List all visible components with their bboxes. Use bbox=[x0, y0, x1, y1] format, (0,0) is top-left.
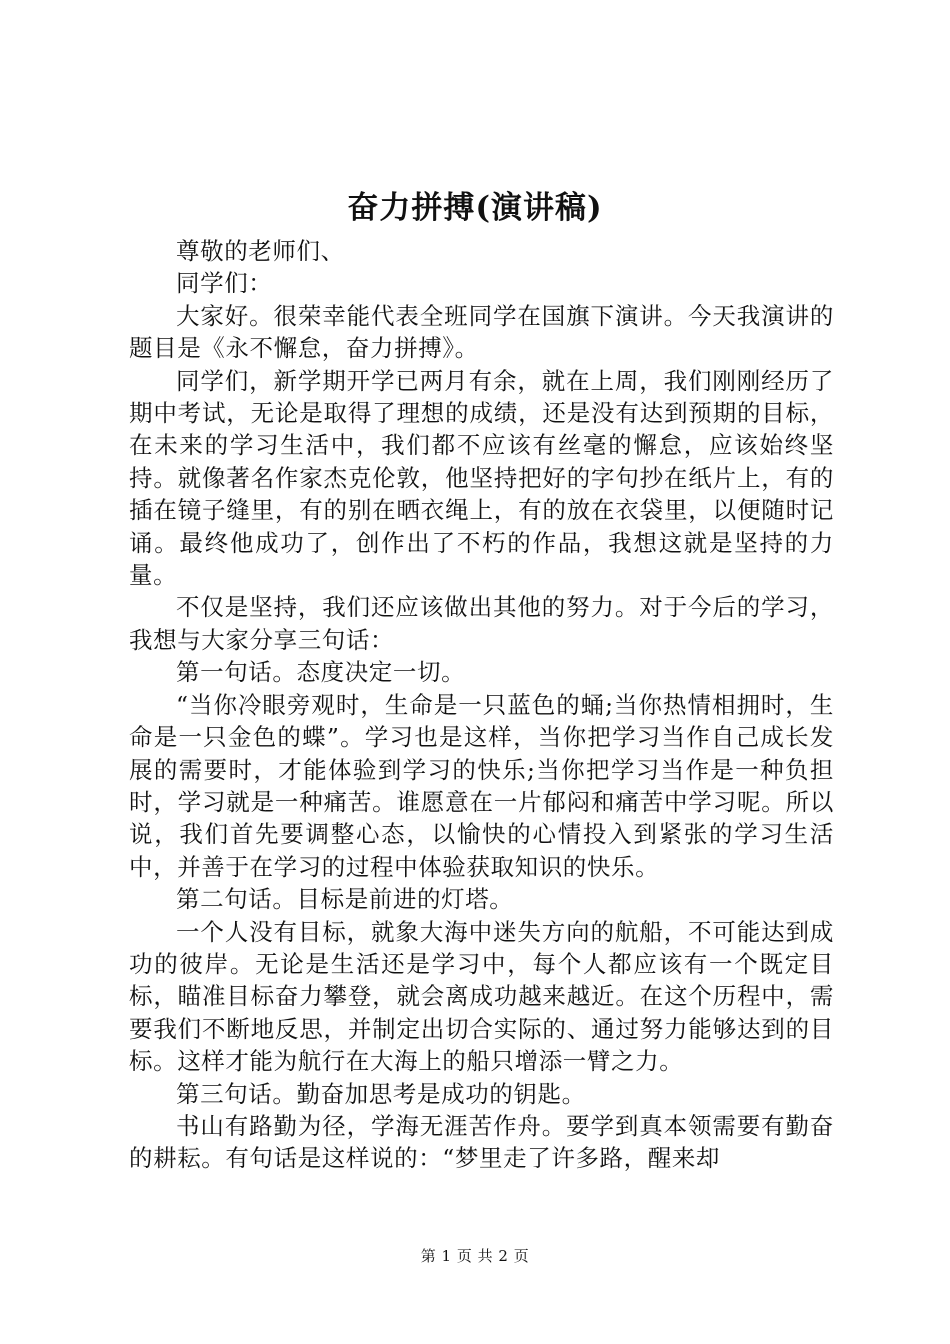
heading-third-sentence: 第三句话。勤奋加思考是成功的钥匙。 bbox=[176, 1079, 586, 1108]
heading-first-sentence: 第一句话。态度决定一切。 bbox=[176, 658, 466, 687]
paragraph-persistence: 同学们，新学期开学已两月有余，就在上周，我们刚刚经历了期中考试，无论是取得了理想的成绩，还是没有达到预期的目标，在未来的学习生活中，我们都不应该有丝毫的懈怠，应该始终坚持。就像著名作家杰克伦敦，他坚持把好的字句抄在纸片上，有的插在镜子缝里，有的别在晒衣绳上，有的放在衣袋里，以便随时记诵。最终他成功了，创作出了不朽的作品，我想这就是坚持的力量。 bbox=[129, 366, 834, 590]
page-number-footer: 第 1 页 共 2 页 bbox=[420, 1247, 530, 1265]
salutation-students: 同学们： bbox=[176, 269, 273, 298]
heading-second-sentence: 第二句话。目标是前进的灯塔。 bbox=[176, 885, 514, 914]
paragraph-diligence: 书山有路勤为径，学海无涯苦作舟。要学到真本领需要有勤奋的耕耘。有句话是这样说的：“梦里走了许多路，醒来却 bbox=[129, 1111, 834, 1173]
paragraph-greeting: 大家好。很荣幸能代表全班同学在国旗下演讲。今天我演讲的题目是《永不懈怠，奋力拼搏》。 bbox=[129, 301, 834, 363]
document-body bbox=[129, 235, 834, 1175]
paragraph-three-sentences: 不仅是坚持，我们还应该做出其他的努力。对于今后的学习，我想与大家分享三句话： bbox=[129, 593, 834, 654]
paragraph-attitude: “当你冷眼旁观时，生命是一只蓝色的蛹;当你热情相拥时，生命是一只金色的蝶”。学习也是这样，当你把学习当作自己成长发展的需要时，才能体验到学习的快乐;当你把学习当作是一种负担时，学习就是一种痛苦。谁愿意在一片郁闷和痛苦中学习呢。所以说，我们首先要调整心态，以愉快的心情投入到紧张的学习生活中，并善于在学习的过程中体验获取知识的快乐。 bbox=[129, 690, 834, 881]
paragraph-goal: 一个人没有目标，就象大海中迷失方向的航船，不可能达到成功的彼岸。无论是生活还是学习中，每个人都应该有一个既定目标，瞄准目标奋力攀登，就会离成功越来越近。在这个历程中，需要我们不断地反思，并制定出切合实际的、通过努力能够达到的目标。这样才能为航行在大海上的船只增添一臂之力。 bbox=[129, 917, 834, 1076]
document-title: 奋力拼搏(演讲稿) bbox=[347, 190, 603, 226]
salutation-teachers: 尊敬的老师们、 bbox=[176, 237, 345, 265]
